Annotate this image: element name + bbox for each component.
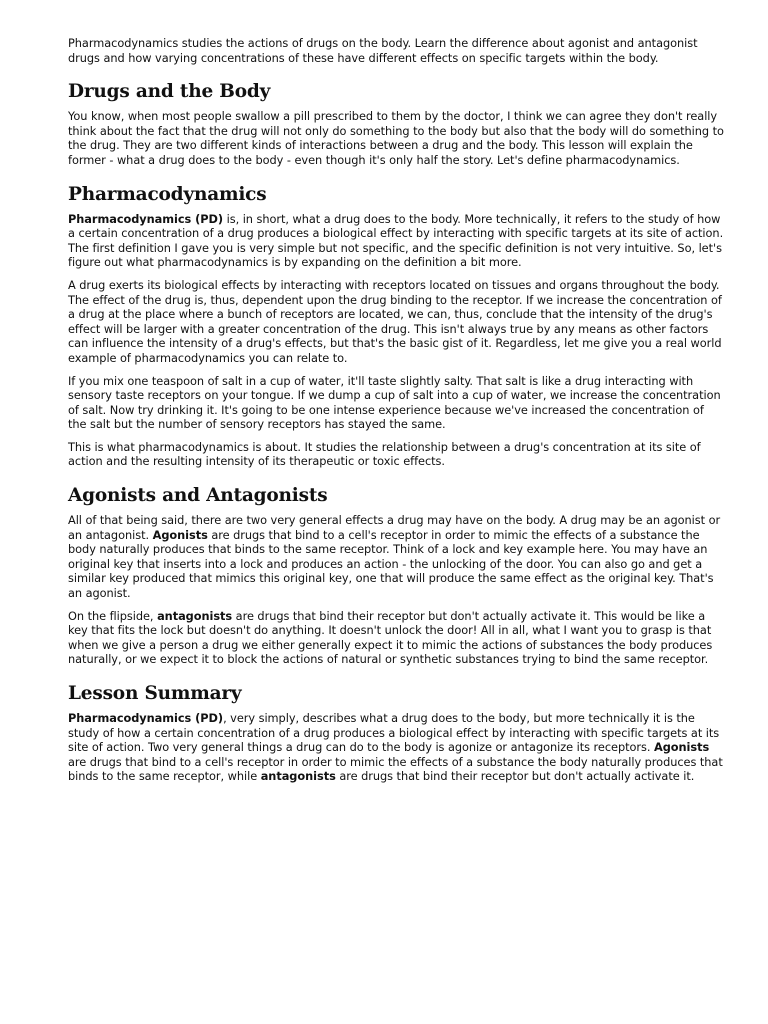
pharmacodynamics-paragraph-3: If you mix one teaspoon of salt in a cup of water, it'll taste slightly salty. That salt is like a drug interacting with sensory taste receptors on your tongue. If we dump a cup of salt into a cup of water, we increase the concentration of salt. Now try drinking it. It's going to be one intense experience because we've increased the concentration of the salt but the number of sensory receptors has stayed the same. <box>68 373 721 432</box>
pharmacodynamics-paragraph-1-text: is, in short, what a drug does to the body. More technically, it refers to the study of how a certain concentration of a drug produces a biological effect by interacting with specific targets at its site of action. The first definition I gave you is very simple but not specific, and the specific definition is not very intuitive. So, let's figure out what pharmacodynamics is by expanding on the definition a bit more. <box>68 211 724 270</box>
summary-text-3: are drugs that bind their receptor but don't actually activate it. <box>335 769 695 784</box>
heading-drugs-and-the-body: Drugs and the Body <box>68 81 271 103</box>
term-antagonists: antagonists <box>157 608 233 623</box>
pharmacodynamics-paragraph-1 <box>68 212 724 270</box>
summary-term-pharmacodynamics: Pharmacodynamics (PD) <box>68 711 224 725</box>
pharmacodynamics-paragraph-4: This is what pharmacodynamics is about. It studies the relationship between a drug's concentration at its site of action and the resulting intensity of its therapeutic or toxic effects. <box>68 439 701 469</box>
agonists-paragraph-1-text-a: All of that being said, there are two very general effects a drug may have on the body. A drug may be an agonist or an antagonist. <box>68 513 721 542</box>
agonists-paragraph-2-text-b: are drugs that bind their receptor but don't actually activate it. This would be like a key that fits the lock but doesn't do anything. It doesn't unlock the door! All in all, what I want you to grasp is that when we give a person a drug we either generally expect it to mimic the actions of substances the body produces naturally, or we expect it to block the actions of natural or synthetic substances trying to bind the same receptor. <box>68 608 713 667</box>
drugs-body-paragraph: You know, when most people swallow a pill prescribed to them by the doctor, I think we can agree they don't really think about the fact that the drug will not only do something to the body but also that the body will do something to the drug. They are two different kinds of interactions between a drug and the body. This lesson will explain the former - what a drug does to the body - even though it's only half the story. Let's define pharmacodynamics. <box>68 109 724 167</box>
term-agonists: Agonists <box>152 527 208 542</box>
summary-text-1: , very simply, describes what a drug does to the body, but more technically it is the study of how a certain concentration of a drug produces a biological effect by interacting with specific targets at its site of action. Two very general things a drug can do to the body is agonize or antagonize its receptors. <box>68 711 720 755</box>
heading-agonists-and-antagonists: Agonists and Antagonists <box>68 485 328 507</box>
heading-pharmacodynamics: Pharmacodynamics <box>68 183 267 205</box>
summary-term-antagonists: antagonists <box>260 769 336 784</box>
summary-paragraph <box>68 711 724 784</box>
agonists-paragraph-1-text-b: are drugs that bind to a cell's receptor in order to mimic the effects of a substance the body naturally produces that binds to the same receptor. Think of a lock and key example here. You may have an original key that inserts into a lock and produces an action - the unlocking of the door. You can also go and get a similar key produced that mimics this original key, one that will produce the same effect as the original key. That's an agonist. <box>68 527 714 601</box>
pharmacodynamics-paragraph-2: A drug exerts its biological effects by interacting with receptors located on tissues and organs throughout the body. The effect of the drug is, thus, dependent upon the drug binding to the receptor. If we increase the concentration of a drug at the place where a bunch of receptors are located, we can, thus, conclude that the intensity of the drug's effect will be larger with a greater concentration of the drug. This isn't always true by any means as other factors can influence the intensity of a drug's effects, but that's the basic gist of it. Regardless, let me give you a real world example of pharmacodynamics you can relate to. <box>68 277 722 365</box>
agonists-paragraph-1 <box>68 513 724 601</box>
agonists-paragraph-2 <box>68 609 724 667</box>
term-pharmacodynamics: Pharmacodynamics (PD) <box>68 211 224 226</box>
heading-lesson-summary: Lesson Summary <box>68 683 242 704</box>
intro-paragraph: Pharmacodynamics studies the actions of drugs on the body. Learn the difference about agonist and antagonist drugs and how varying concentrations of these have different effects on specific targets within the body. <box>68 36 698 65</box>
document-page <box>68 36 724 792</box>
summary-term-agonists: Agonists <box>653 740 710 755</box>
agonists-paragraph-2-text-a: On the flipside, <box>68 608 158 623</box>
summary-text-2: are drugs that bind to a cell's receptor in order to mimic the effects of a substance the body naturally produces that binds to the same receptor, while <box>68 754 723 784</box>
